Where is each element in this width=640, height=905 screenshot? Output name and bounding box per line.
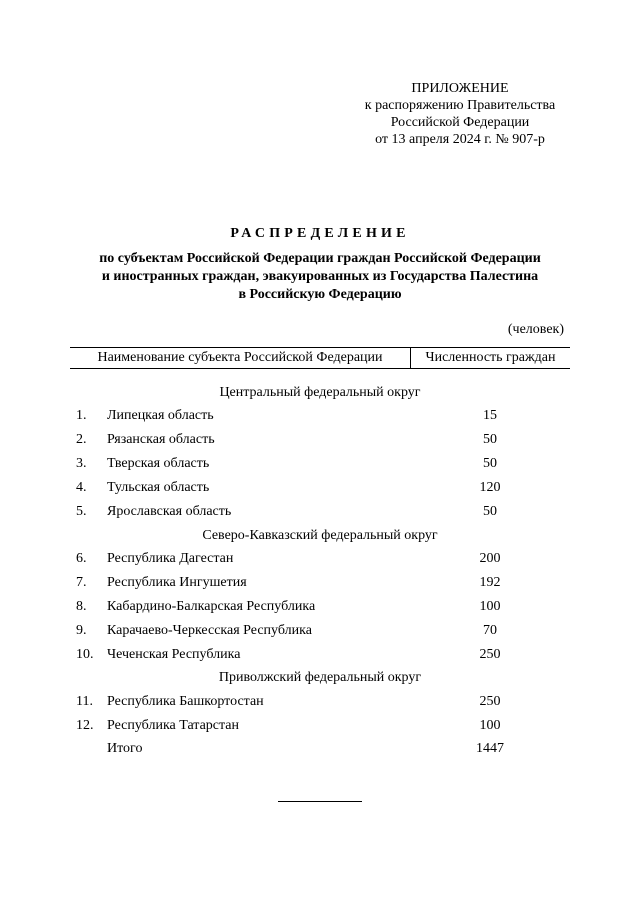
- appendix-heading: ПРИЛОЖЕНИЕ: [411, 81, 509, 96]
- row-subject: Республика Дагестан: [107, 551, 234, 566]
- table-row: [70, 502, 570, 522]
- row-number: 6.: [76, 551, 87, 566]
- row-number: 5.: [76, 504, 87, 519]
- appendix-reference: к распоряжению Правительства: [364, 98, 556, 113]
- subtitle-line-2: и иностранных граждан, эвакуированных из Государства Палестина: [101, 269, 539, 284]
- row-subject: Тульская область: [107, 480, 210, 495]
- row-value: 100: [479, 599, 501, 614]
- appendix-block: [340, 80, 580, 148]
- row-value: 50: [483, 432, 497, 447]
- table-header: [70, 347, 570, 369]
- row-value: 70: [483, 623, 497, 638]
- row-subject: Рязанская область: [107, 432, 215, 447]
- row-subject: Ярославская область: [107, 504, 232, 519]
- row-value: 192: [479, 575, 501, 590]
- row-subject: Республика Башкортостан: [107, 694, 264, 709]
- row-value: 250: [479, 694, 501, 709]
- table-row: [70, 573, 570, 593]
- row-value: 50: [483, 456, 497, 471]
- table-row: [70, 406, 570, 426]
- row-number: 4.: [76, 480, 87, 495]
- table-row: [70, 454, 570, 474]
- document-title: РАСПРЕДЕЛЕНИЕ: [230, 226, 410, 241]
- table-row: [70, 645, 570, 665]
- subtitle-line-3: в Российскую Федерацию: [238, 287, 402, 302]
- row-subject: Республика Татарстан: [107, 718, 240, 733]
- row-number: 3.: [76, 456, 87, 471]
- appendix-date-number: от 13 апреля 2024 г. № 907-р: [375, 132, 545, 147]
- row-value: 50: [483, 504, 497, 519]
- row-number: 12.: [76, 718, 94, 733]
- table-row: [70, 597, 570, 617]
- row-value: 250: [479, 647, 501, 662]
- row-subject: Чеченская Республика: [107, 647, 241, 662]
- subtitle-line-1: по субъектам Российской Федерации граждан Российской Федерации: [99, 251, 541, 266]
- row-number: 10.: [76, 647, 94, 662]
- header-subject-name: Наименование субъекта Российской Федерации: [70, 348, 411, 368]
- row-value: 120: [479, 480, 501, 495]
- document-subtitle: [40, 250, 600, 304]
- appendix-authority: Российской Федерации: [390, 115, 530, 130]
- total-row: [70, 739, 570, 759]
- row-subject: Тверская область: [107, 456, 210, 471]
- row-subject: Республика Ингушетия: [107, 575, 247, 590]
- unit-label: (человек): [507, 322, 564, 337]
- row-subject: Липецкая область: [107, 408, 214, 423]
- closing-rule: [278, 801, 362, 802]
- row-number: 2.: [76, 432, 87, 447]
- table-row: [70, 478, 570, 498]
- table-row: [70, 716, 570, 736]
- row-value: 100: [479, 718, 501, 733]
- header-citizen-count: Численность граждан: [425, 350, 556, 365]
- total-label: Итого: [107, 741, 143, 756]
- row-value: 200: [479, 551, 501, 566]
- row-number: 1.: [76, 408, 87, 423]
- table-row: [70, 692, 570, 712]
- row-value: 15: [483, 408, 497, 423]
- row-subject: Карачаево-Черкесская Республика: [107, 623, 312, 638]
- section-title: Северо-Кавказский федеральный округ: [202, 528, 438, 543]
- table-row: [70, 549, 570, 569]
- table-row: [70, 430, 570, 450]
- row-number: 8.: [76, 599, 87, 614]
- row-number: 11.: [76, 694, 93, 709]
- row-number: 9.: [76, 623, 87, 638]
- total-value: 1447: [476, 741, 504, 756]
- section-title: Центральный федеральный округ: [219, 385, 421, 400]
- row-number: 7.: [76, 575, 87, 590]
- table-row: [70, 621, 570, 641]
- section-title: Приволжский федеральный округ: [218, 670, 422, 685]
- row-subject: Кабардино-Балкарская Республика: [107, 599, 316, 614]
